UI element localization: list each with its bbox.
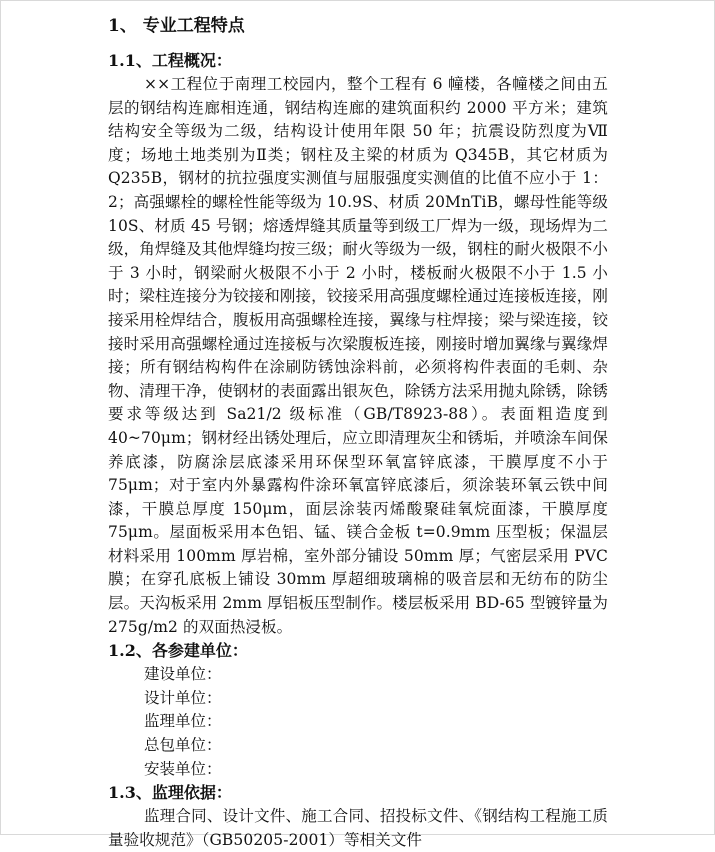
project-overview-paragraph: ××工程位于南理工校园内，整个工程有 6 幢楼，各幢楼之间由五层的钢结构连廊相连通，钢结构连廊的建筑面积约 2000 平方米；建筑结构安全等级为二级，结构设计使用年限 50 年；抗震设防烈度为Ⅶ度；场地土地类别为Ⅱ类；钢柱及主梁的材质为 Q345B，其它材质为 Q235B，钢材的抗拉强度实测值与屈服强度实测值的比值不应小于 1：2；高强螺栓的螺栓性能等级为 10.9S、材质 20MnTiB，螺母性能等级 10S、材质 45 号钢；熔透焊缝其质量等到级工厂焊为一级，现场焊为二级，角焊缝及其他焊缝均按三级；耐火等级为一级，钢柱的耐火极限不小于 3 小时，钢梁耐火极限不小于 2 小时，楼板耐火极限不小于 1.5 小时；梁柱连接分为铰接和刚接，铰接采用高强度螺栓通过连接板连接，刚接采用栓焊结合，腹板用高强螺栓连接，翼缘与柱焊接；梁与梁连接，铰接时采用高强螺栓通过连接板与次梁腹板连接，刚接时增加翼缘与翼缘焊接；所有钢结构构件在涂刷防锈蚀涂料前，必须将构件表面的毛刺、杂物、清理干净，使钢材的表面露出银灰色，除锈方法采用抛丸除锈，除锈要求等级达到 Sa21/2 级标准（GB/T8923-88）。表面粗造度到 40~70μm；钢材经出锈处理后，应立即清理灰尘和锈垢，并喷涂车间保养底漆，防腐涂层底漆采用环保型环氧富锌底漆，干膜厚度不小于 75μm；对于室内外暴露构件涂环氧富锌底漆后，须涂装环氧云铁中间漆，干膜总厚度 150μm，面层涂装丙烯酸聚硅氧烷面漆，干膜厚度 75μm。屋面板采用本色铝、锰、镁合金板 t=0.9mm 压型板；保温层材料采用 100mm 厚岩棉，室外部分铺设 50mm 厚；气密层采用 PVC 膜；在穿孔底板上铺设 30mm 厚超细玻璃棉的吸音层和无纺布的防尘层。天沟板采用 2mm 厚铝板压型制作。楼层板采用 BD-65 型镀锌量为 275g/m2 的双面热浸板。 xyxy=(108,75,608,636)
list-item: 总包单位： xyxy=(144,736,222,755)
heading-supervision-basis: 1.3、监理依据： xyxy=(108,783,232,803)
list-item: 设计单位： xyxy=(144,688,222,707)
list-item: 监理单位： xyxy=(144,712,222,731)
list-item: 建设单位： xyxy=(144,665,222,684)
document-page xyxy=(108,10,608,852)
heading-project-overview: 1.1、工程概况： xyxy=(108,51,232,70)
heading-participating-units: 1.2、各参建单位： xyxy=(108,641,248,661)
section-title: 1、 专业工程特点 xyxy=(108,16,245,36)
supervision-basis-paragraph: 监理合同、设计文件、施工合同、招投标文件、《钢结构工程施工质量验收规范》（GB50205-2001）等相关文件 xyxy=(108,807,608,849)
list-item: 安装单位： xyxy=(144,759,222,778)
participating-units-list xyxy=(108,663,608,781)
